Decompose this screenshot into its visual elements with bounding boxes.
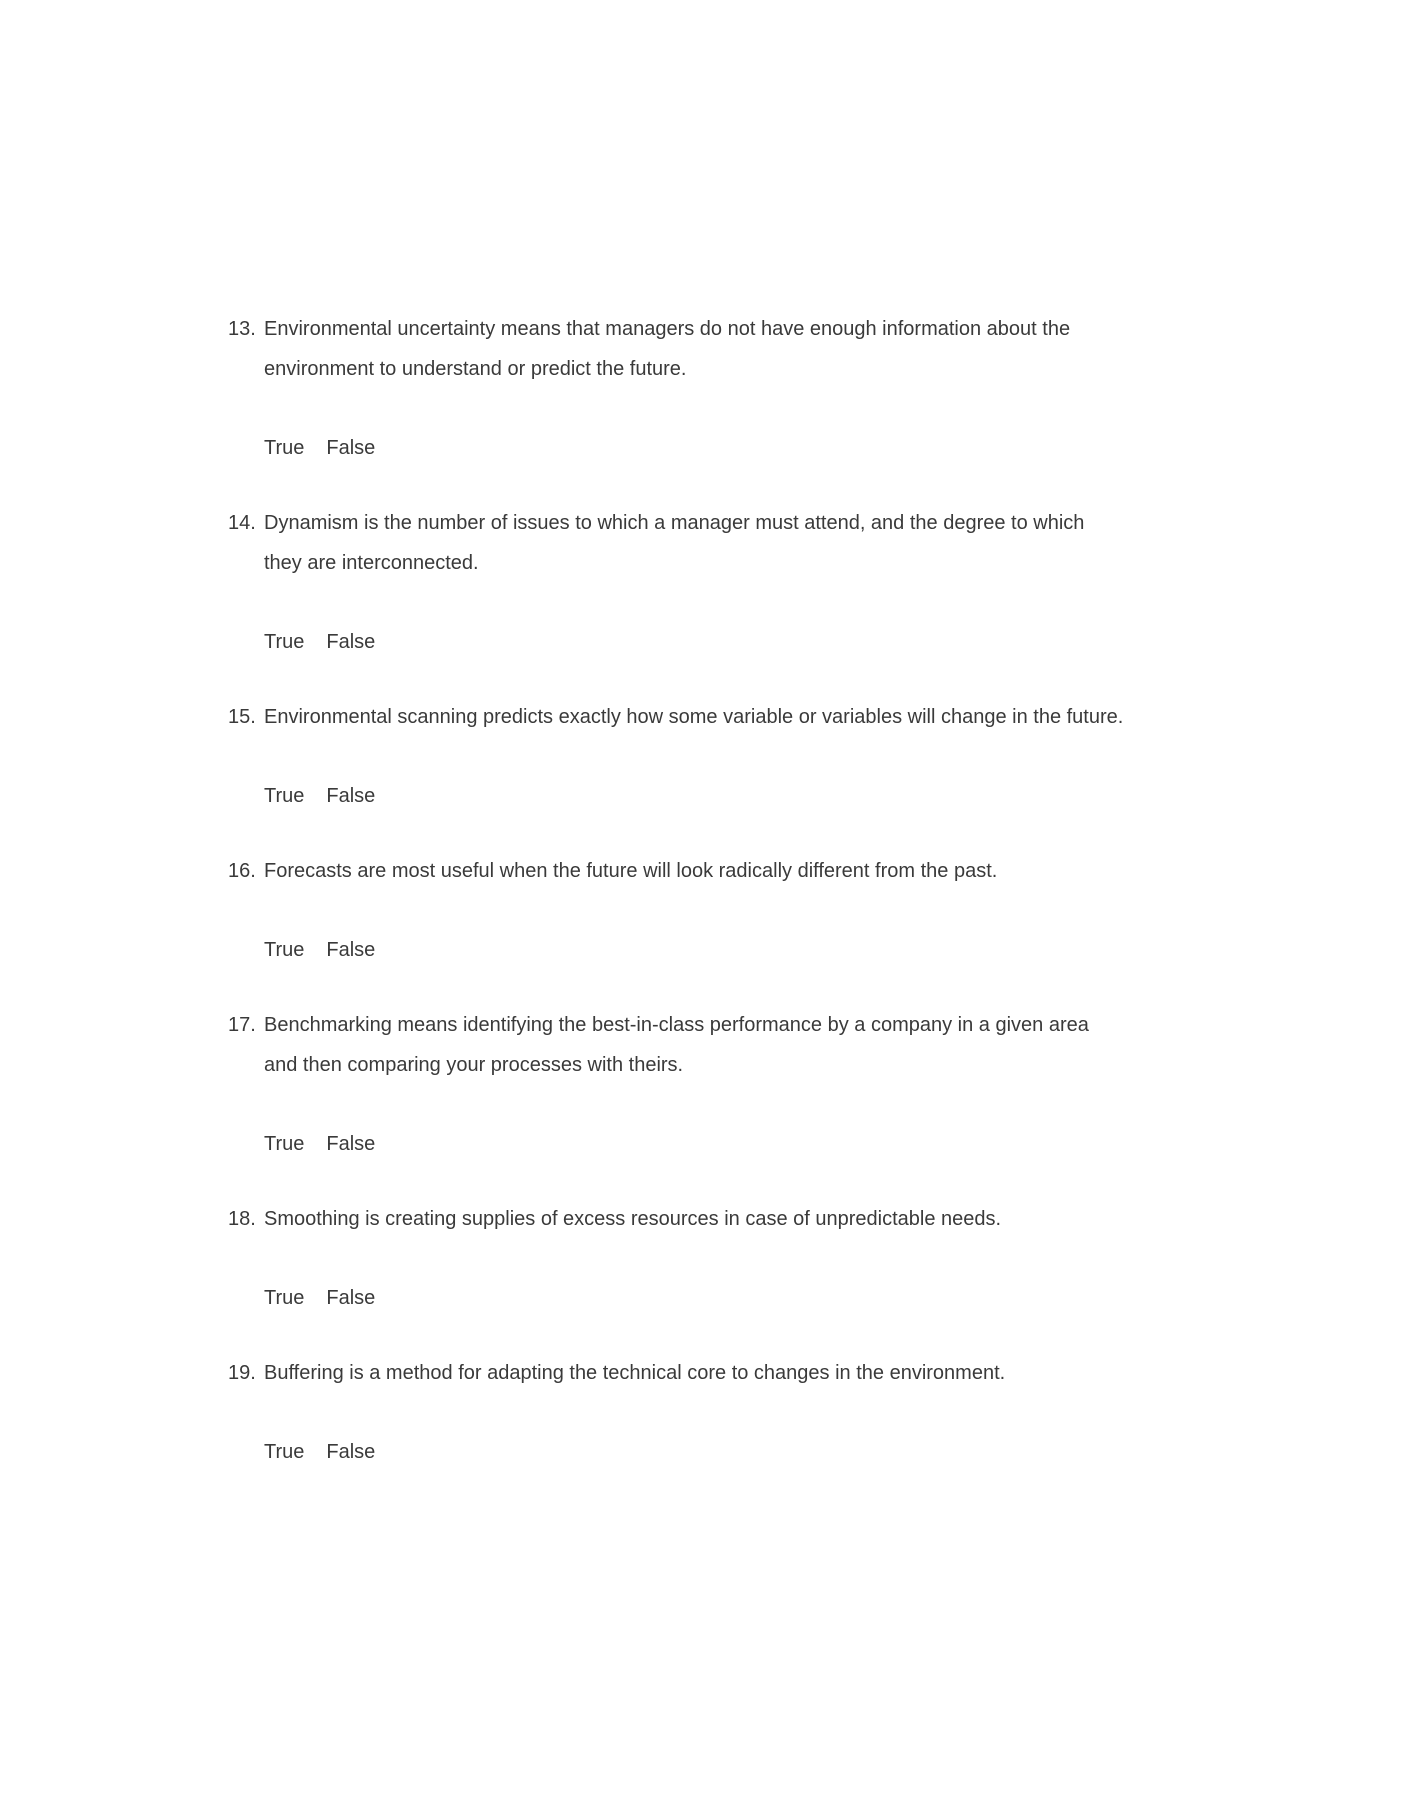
question-text: Dynamism is the number of issues to which a manager must attend, and the degree to which they are interconnected. — [264, 512, 1085, 574]
question-number: 15. — [228, 706, 256, 728]
answer-options — [264, 930, 1128, 970]
answer-false[interactable]: False — [326, 631, 376, 653]
question-16 — [228, 851, 1128, 970]
answer-options — [264, 1432, 1128, 1472]
answer-true[interactable]: True — [264, 437, 305, 459]
answer-false[interactable]: False — [326, 939, 376, 961]
question-list — [228, 309, 1128, 1507]
question-number: 17. — [228, 1014, 256, 1036]
answer-true[interactable]: True — [264, 939, 305, 961]
question-text: Environmental uncertainty means that managers do not have enough information about the environment to understand or predict the future. — [264, 318, 1071, 380]
question-18 — [228, 1199, 1128, 1318]
answer-false[interactable]: False — [326, 785, 376, 807]
answer-true[interactable]: True — [264, 785, 305, 807]
answer-options — [264, 1278, 1128, 1318]
question-number: 19. — [228, 1362, 256, 1384]
answer-false[interactable]: False — [326, 1441, 376, 1463]
question-number: 18. — [228, 1208, 256, 1230]
question-19 — [228, 1353, 1128, 1472]
question-text: Benchmarking means identifying the best-in-class performance by a company in a given area and then comparing your processes with theirs. — [264, 1014, 1089, 1076]
answer-options — [264, 776, 1128, 816]
answer-options — [264, 622, 1128, 662]
answer-false[interactable]: False — [326, 437, 376, 459]
answer-true[interactable]: True — [264, 631, 305, 653]
question-number: 13. — [228, 318, 256, 340]
answer-false[interactable]: False — [326, 1133, 376, 1155]
question-number: 14. — [228, 512, 256, 534]
question-text: Buffering is a method for adapting the technical core to changes in the environment. — [264, 1362, 1006, 1384]
answer-true[interactable]: True — [264, 1441, 305, 1463]
question-text: Forecasts are most useful when the future will look radically different from the past. — [264, 860, 998, 882]
answer-true[interactable]: True — [264, 1133, 305, 1155]
answer-true[interactable]: True — [264, 1287, 305, 1309]
answer-options — [264, 428, 1128, 468]
question-13 — [228, 309, 1128, 468]
answer-false[interactable]: False — [326, 1287, 376, 1309]
answer-options — [264, 1124, 1128, 1164]
question-14 — [228, 503, 1128, 662]
question-17 — [228, 1005, 1128, 1164]
question-text: Environmental scanning predicts exactly how some variable or variables will change in the future. — [264, 706, 1124, 728]
question-text: Smoothing is creating supplies of excess resources in case of unpredictable needs. — [264, 1208, 1002, 1230]
question-number: 16. — [228, 860, 256, 882]
question-15 — [228, 697, 1128, 816]
